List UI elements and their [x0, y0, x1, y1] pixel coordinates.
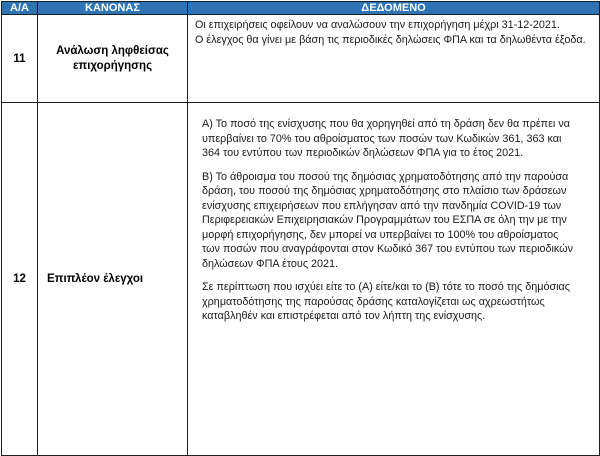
row-rule: Επιπλέον έλεγχοι [38, 103, 188, 456]
row-data [188, 15, 600, 103]
data-paragraph: Ο έλεγχος θα γίνει με βάση τις περιοδικές δηλώσεις ΦΠΑ και τα δηλωθέντα έξοδα. [195, 33, 586, 46]
row-rule: Ανάλωση ληφθείσας επιχορήγησης [38, 15, 188, 103]
row-data [188, 103, 600, 456]
header-data: ΔΕΔΟΜΕΝΟ [188, 2, 600, 15]
header-number: Α/Α [2, 2, 38, 15]
table-header-row [2, 2, 600, 15]
rules-table [1, 1, 600, 456]
data-paragraph: Β) Το άθροισμα του ποσού της δημόσιας χρηματοδότησης από την παρούσα δράση, του ποσού της δημόσιας χρηματοδότησης στο πλαίσιο των δράσεων ενίσχυσης επιχειρήσεων που επλήγησαν από την πανδημία COVID-19 των Περιφερειακών Επιχειρησιακών Προγραμμάτων του ΕΣΠΑ σε όλη την με την μορφή επιχορήγησης, δεν μπορεί να υπερβαίνει το 100% του αθροίσματος των ποσών που αναγράφονται στον Κωδικό 367 του εντύπου των περιοδικών δηλώσεων ΦΠΑ έτους 2021. [202, 170, 573, 270]
table-row [2, 15, 600, 103]
data-paragraph: Α) Το ποσό της ενίσχυσης που θα χορηγηθεί από τη δράση δεν θα πρέπει να υπερβαίνει το 70% του αθροίσματος των ποσών των Κωδικών 361, 363 και 364 του εντύπου των περιοδικών δηλώσεων ΦΠΑ για το έτος 2021. [202, 118, 570, 159]
header-rule: ΚΑΝΟΝΑΣ [38, 2, 188, 15]
table-row [2, 103, 600, 456]
data-paragraph: Οι επιχειρήσεις οφείλουν να αναλώσουν την επιχορήγηση μέχρι 31-12-2021. [195, 19, 560, 31]
row-number: 11 [2, 15, 38, 103]
data-paragraph: Σε περίπτωση που ισχύει είτε το (Α) είτε/και το (Β) τότε το ποσό της δημόσιας χρηματοδότησης της παρούσας δράσης καταλογίζεται ως αχρεωστήτως καταβληθέν και επιστρέφεται από τον λήπτη της ενίσχυσης. [202, 281, 571, 322]
row-number: 12 [2, 103, 38, 456]
